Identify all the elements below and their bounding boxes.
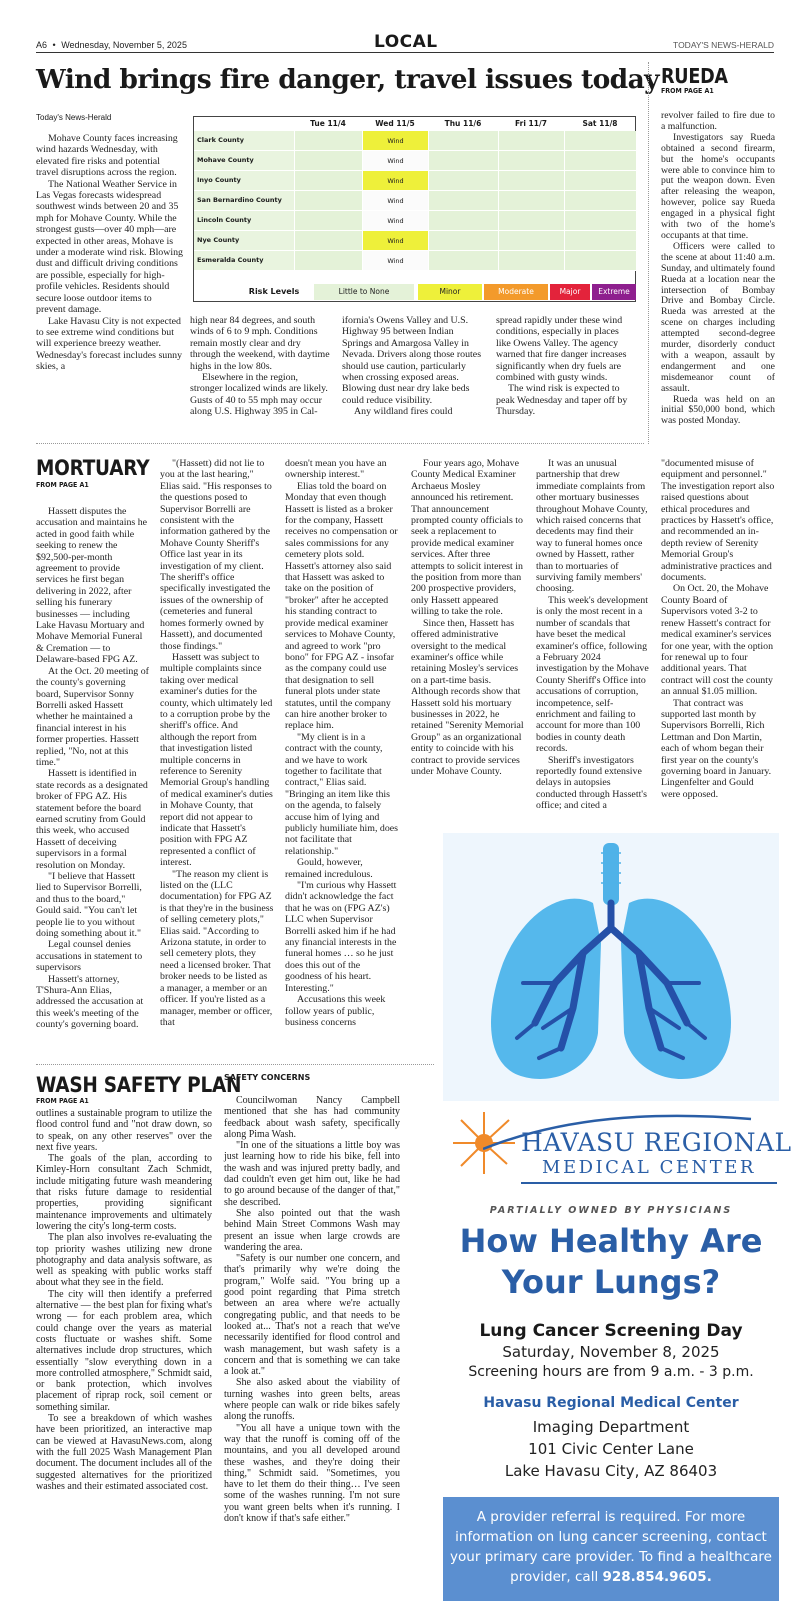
paragraph: She also asked about the viability of turning washes into green belts, areas where people can walk or ride bikes safely along the runoffs.: [224, 1377, 400, 1423]
wind-byline: Today's News-Herald: [36, 113, 112, 122]
paragraph: outlines a sustainable program to utilize the flood control fund and "not draw down, so to speak, on any other reserves" over the next five years.: [36, 1108, 212, 1153]
paragraph: "documented misuse of equipment and personnel." The investigation report also raised questions about ethical procedures and practices by Hassett's office, and recommended an in-depth review of Serenity Memorial Group's administrative practices and documents.: [661, 458, 775, 584]
lungs-icon: [443, 833, 779, 1101]
ad-headline-1: How Healthy Are: [459, 1222, 763, 1260]
paragraph: "In one of the situations a little boy was just learning how to ride his bike, fell into the wash and was injured pretty badly, and dad couldn't even get him out, like he had to go around because of the danger of that," she described.: [224, 1140, 400, 1208]
wash-col-2: [224, 1095, 400, 1524]
county-label: Mohave County: [194, 151, 294, 171]
paragraph: Elsewhere in the region, stronger localized winds are likely. Gusts of 40 to 55 mph may occur along U.S. Highway 395 in Cal-: [190, 372, 328, 418]
ad-footer: [443, 1497, 779, 1601]
paragraph: "My client is in a contract with the county, and we have to work together to facilitate that contract," Elias said. "Bringing an item like this on the agenda, to falsely accuse him of lying and publicly humiliate him, does not facilitate that relationship.": [285, 731, 398, 857]
risk-cell: [428, 131, 498, 151]
folio-rule: [36, 52, 774, 53]
county-label: San Bernardino County: [194, 191, 294, 211]
risk-cell: [294, 131, 362, 151]
risk-cell: [428, 211, 498, 231]
day-header: Fri 11/7: [515, 119, 547, 128]
mortuary-col-6: [661, 458, 775, 800]
legend-title: Risk Levels: [248, 287, 300, 296]
ad-org: Havasu Regional Medical Center: [483, 1395, 739, 1411]
risk-cell: [498, 211, 564, 231]
risk-cell: Wind: [362, 171, 428, 191]
wind-risk-table: [193, 116, 636, 302]
county-label: Inyo County: [194, 171, 294, 191]
paragraph: spread rapidly under these wind conditions, especially in places like Owens Valley. The agency warned that fire danger increases significantly when dry fuels are combined with gusty winds.: [496, 315, 627, 384]
day-header: Sat 11/8: [582, 119, 618, 128]
risk-cell: [294, 211, 362, 231]
paragraph: "I believe that Hassett lied to Supervisor Borrelli, and thus to the board," Gould said. "You can't let people lie to you without doing something about it.": [36, 871, 142, 940]
day-header: Thu 11/6: [444, 119, 482, 128]
folio-left: [36, 40, 187, 50]
divider: [36, 443, 644, 444]
logo-line-1: HAVASU REGIONAL: [521, 1128, 792, 1157]
wash-col-1: [36, 1108, 212, 1492]
paragraph: The wind risk is expected to peak Wednesday and taper off by Thursday.: [496, 383, 628, 418]
paragraph: Hassett disputes the accusation and maintains he acted in good faith while seeking to renew the $92,500-per-month agreement to provide services he first began delivering in 2022, after selling his funerary businesses — including Lake Havasu Mortuary and Mohave Memorial Funeral & Cremation — to Delaware-based FPG AZ.: [36, 506, 148, 666]
paragraph: Accusations this week follow years of public, business concerns: [285, 994, 386, 1028]
risk-cell: [294, 251, 362, 271]
risk-cell: [564, 171, 636, 191]
wind-col-1: [36, 133, 183, 373]
paragraph: Legal counsel denies accusations in statement to supervisors: [36, 939, 143, 974]
mortuary-col-3: [285, 458, 399, 1028]
rueda-head: RUEDA: [661, 64, 728, 88]
paper-name: TODAY'S NEWS-HERALD: [673, 40, 774, 50]
paragraph: doesn't mean you have an ownership interest.": [285, 458, 387, 481]
risk-cell: [564, 251, 636, 271]
paragraph: Investigators say Rueda obtained a second firearm, but the home's occupants were able to convince him to put the weapon down. Even after releasing the weapon, however, police say Rueda engaged in a physical fight with two of the home's occupants at that time.: [661, 131, 775, 241]
ad-event: Lung Cancer Screening Day: [479, 1321, 743, 1341]
wind-col-3: [342, 315, 486, 418]
column-divider: [648, 62, 649, 444]
paragraph: At the Oct. 20 meeting of the county's governing board, Supervisor Sonny Borrelli asked Hassett whether he maintained a financial interest in his former properties. Hassett replied, "No, not at this time.": [36, 665, 149, 768]
wind-col-2: [190, 315, 332, 418]
folio-bullet: •: [52, 40, 56, 50]
paragraph: Hassett's attorney, T'Shura-Ann Elias, addressed the accusation at this week's meeting of the county's governing board.: [36, 973, 144, 1031]
risk-cell: [428, 171, 498, 191]
county-label: Nye County: [194, 231, 294, 251]
paragraph: The National Weather Service in Las Vegas forecasts widespread southwest winds between 20 and 35 mph for Mohave County. While the strongest gusts—over 40 mph—are expected in other areas, Mohave is under a moderate wind risk. Blowing dust and difficult driving conditions are possible, especially for high-profile vehicles. Residents should secure loose outdoor items to prevent damage.: [36, 178, 183, 316]
mortuary-from: FROM PAGE A1: [36, 481, 89, 489]
paragraph: Any wildland fires could: [354, 406, 453, 418]
risk-cell: [564, 191, 636, 211]
paragraph: The goals of the plan, according to Kimley-Horn consultant Zach Schmidt, include mitigating future wash meandering that risks future damage to residential properties, providing significant maintenance improvements and ultimately lowering the city's long-term costs.: [36, 1153, 212, 1232]
paragraph: "The reason my client is listed on the (LLC documentation) for FPG AZ is that they're in the business of selling cemetery plots," Elias said. "According to Arizona statute, in order to sell cemetery plots, they need a licensed broker. That broker needs to be listed as a manager, a member or an officer. If you're listed as a manager, member or officer, that: [160, 868, 274, 1028]
risk-cell: Wind: [362, 251, 428, 271]
risk-cell: [498, 231, 564, 251]
ad-headline-2: Your Lungs?: [501, 1263, 721, 1301]
risk-cell: Wind: [362, 211, 428, 231]
risk-cell: [294, 191, 362, 211]
paragraph: Mohave County faces increasing wind hazards Wednesday, with elevated fire risks and potential travel disruptions across the region.: [36, 133, 178, 179]
paragraph: ifornia's Owens Valley and U.S. Highway 95 between Indian Springs and Amargosa Valley in Nevada. Drivers along those routes should use caution, particularly when crossing exposed areas. Blowing dust near dry lake beds could reduce visibility.: [342, 315, 482, 406]
wash-head: WASH SAFETY PLAN: [36, 1073, 242, 1097]
day-header: Wed 11/5: [375, 119, 415, 128]
county-label: Lincoln County: [194, 211, 294, 231]
paragraph: "I'm curious why Hassett didn't acknowledge the fact that he was on (FPG AZ's) LLC when Supervisor Borrelli asked him if he had any financial interests in the funeral homes … so he just does this out of the goodness of his heart. Interesting.": [285, 880, 397, 994]
legend-swatch: Extreme: [592, 284, 636, 300]
divider: [36, 1064, 434, 1065]
paragraph: To see a breakdown of which washes have been prioritized, an interactive map can be viewed at HavasuNews.com, along with the full 2025 Wash Management Plan document. The document includes all of the suggested alternatives for the prioritized washes and their estimated associated cost.: [36, 1413, 212, 1492]
paragraph: "(Hassett) did not lie to you at the last hearing," Elias said. "His responses to the questions posed to Supervisor Borrelli are consistent with the information gathered by the Mohave County Sheriff's Office last year in its investigation of my client. The sheriff's office specifically investigated the issues of the ownership of (cemeteries and funeral homes formerly owned by Hassett), and documented those findings.": [160, 458, 272, 652]
mortuary-col-2: [160, 458, 274, 1028]
paragraph: Sheriff's investigators reportedly found extensive delays in autopsies conducted through Hassett's office; and cited a: [536, 754, 647, 812]
risk-cell: [428, 231, 498, 251]
paragraph: "You all have a unique town with the way that the runoff is coming off of the mountains, and you all developed around these washes, and they're doing their thing," Schmidt said. "Sometimes, you have to let them do their thing… I've seen some of the washes running. I'm not sure you want green belts when it's running. I don't know if that's safe either.": [224, 1422, 400, 1524]
ad-phone[interactable]: 928.854.9605.: [602, 1569, 712, 1585]
ad-city: Lake Havasu City, AZ 86403: [504, 1462, 718, 1480]
paragraph: The city will then identify a preferred alternative — the best plan for fixing what's wrong — for each problem area, which could change over the years as material costs fluctuate or washes shift. Some alternatives include drop structures, which essentially "slow everything down in a more controlled atmosphere," Schmidt said, or bank protection, which involves placement of riprap rock, soil cement or something similar.: [36, 1288, 212, 1413]
paragraph: Councilwoman Nancy Campbell mentioned that she has had community feedback about wash safety, specifically along Pima Wash.: [224, 1095, 400, 1140]
risk-cell: [498, 151, 564, 171]
ad-date: Saturday, November 8, 2025: [502, 1343, 720, 1361]
page-number: A6: [36, 40, 48, 50]
county-label: Clark County: [194, 131, 294, 151]
risk-cell: [564, 231, 636, 251]
paragraph: Hassett is identified in state records as a designated broker of FPG AZ. His statement before the board earned scrutiny from Gould this week, who accused Hassett of deceiving supervisors in a formal resolution on Monday.: [36, 768, 148, 871]
paragraph: That contract was supported last month by Supervisors Borrelli, Rich Lettman and Don Martin, each of whom began their first year on the county's governing board in January. Lingenfelter and Gould were opposed.: [661, 697, 772, 800]
mortuary-col-1: [36, 506, 150, 1031]
paragraph: Officers were called to the scene at about 11:40 a.m. Sunday, and ultimately found Rueda at a location near the intersection of Bombay Drive and Bombay Circle. Rueda was arrested at the scene on charges including attempted second-degree murder, disorderly conduct with a weapon, assault by endangerment and one misdemeanor count of assault.: [661, 240, 775, 394]
issue-date: Wednesday, November 5, 2025: [61, 40, 187, 50]
county-label: Esmeralda County: [194, 251, 294, 271]
paragraph: Hassett was subject to multiple complaints since taking over medical examiner's duties for the county, which ultimately led to a corruption probe by the sheriff's office. And although the report from that investigation listed multiple concerns in reference to Serenity Memorial Group's handling of medical examiner's duties in Mohave County, that report did not appear to indicate that Hassett's position with FPG AZ represented a conflict of interest.: [160, 651, 273, 869]
risk-cell: [498, 191, 564, 211]
wind-col-4: [496, 315, 636, 418]
logo-line-2: MEDICAL CENTER: [542, 1157, 756, 1178]
risk-cell: [294, 171, 362, 191]
risk-cell: Wind: [362, 151, 428, 171]
risk-cell: Wind: [362, 231, 428, 251]
ad-hours: Screening hours are from 9 a.m. - 3 p.m.: [468, 1364, 754, 1380]
paragraph: The plan also involves re-evaluating the top priority washes utilizing new drone photography and data analysis software, as well as speaking with public works staff about what they see in the field.: [36, 1232, 212, 1289]
day-header: Tue 11/4: [310, 119, 346, 128]
risk-cell: [498, 251, 564, 271]
risk-cell: [498, 171, 564, 191]
legend-swatch: Little to None: [314, 284, 414, 300]
risk-cell: [428, 191, 498, 211]
wind-headline: Wind brings fire danger, travel issues today: [36, 64, 659, 95]
paragraph: It was an unusual partnership that drew immediate complaints from other mortuary businesses throughout Mohave County, which raised concerns that decedents may find their way to funeral homes once owned by Hassett, rather than to mortuaries of surviving family members' choosing.: [536, 458, 648, 595]
risk-cell: [564, 211, 636, 231]
paragraph: Four years ago, Mohave County Medical Examiner Archaeus Mosley announced his retirement. That announcement prompted county officials to seek a replacement to provide medical examiner services. After three attempts to solicit interest in the position from more than 200 prospective providers, only Hassett appeared willing to take the role.: [411, 458, 523, 618]
paragraph: This week's development is only the most recent in a number of scandals that have beset the medical examiner's office, following a February 2024 investigation by the Mohave County Sheriff's Office into accusations of corruption, incompetence, self-enrichment and failing to account for more than 100 bodies in county death records.: [536, 594, 649, 755]
ad-dept: Imaging Department: [532, 1418, 690, 1436]
risk-cell: [564, 151, 636, 171]
ad-tagline: PARTIALLY OWNED BY PHYSICIANS: [489, 1205, 733, 1216]
risk-cell: [428, 151, 498, 171]
section-name: LOCAL: [374, 32, 438, 52]
ad-footer-text: A provider referral is required. For more information on lung cancer screening, contact your primary care provider. To find a healthcare provider, call: [450, 1509, 772, 1585]
paragraph: Gould, however, remained incredulous.: [285, 857, 373, 880]
ad-street: 101 Civic Center Lane: [528, 1440, 694, 1458]
paragraph: On Oct. 20, the Mohave County Board of Supervisors voted 3-2 to renew Hassett's contract for medical examiner's services for one year, with the option for renewal up to four additional years. That contract will cost the county an annual $1.05 million.: [661, 583, 774, 698]
paragraph: Since then, Hassett has offered administrative oversight to the medical examiner's office while retaining Mosley's services on a part-time basis. Although records show that Hassett sold his mortuary businesses in 2022, he retained "Serenity Memorial Group" as an organizational entity to coincide with his contract to provide services under Mohave County.: [411, 617, 524, 777]
paragraph: revolver failed to fire due to a malfunction.: [661, 110, 775, 132]
risk-cell: [294, 151, 362, 171]
paragraph: Rueda was held on an initial $50,000 bond, which was posted Monday.: [661, 393, 775, 427]
mortuary-col-5: [536, 458, 650, 812]
legend-swatch: Minor: [418, 284, 482, 300]
risk-cell: Wind: [362, 191, 428, 211]
paragraph: Lake Havasu City is not expected to see extreme wind conditions but will experience breezy weather. Wednesday's forecast includes sunny skies, a: [36, 315, 183, 373]
paragraph: She also pointed out that the wash behind Main Street Commons Wash may present an issue when large crowds are wandering the area.: [224, 1207, 400, 1253]
paragraph: high near 84 degrees, and south winds of 6 to 9 mph. Conditions remain mostly clear and dry through the weekend, with daytime highs in the low 80s.: [190, 315, 330, 372]
risk-cell: [564, 131, 636, 151]
paragraph: "Safety is our number one concern, and that's primarily why we're doing the program," Wolfe said. "You bring up a good point regarding that Pima stretch between an area where we're actually congregating public, and that needs to be looked at... That's not a reach that we've necessarily identified for flood control and wash management, but wash safety is a concern and that is something we can take a look at.": [224, 1253, 400, 1378]
legend-swatch: Major: [550, 284, 590, 300]
wash-from: FROM PAGE A1: [36, 1097, 89, 1105]
risk-cell: Wind: [362, 131, 428, 151]
mortuary-head: MORTUARY: [36, 456, 150, 480]
risk-cell: [428, 251, 498, 271]
risk-cell: [294, 231, 362, 251]
legend-swatch: Moderate: [484, 284, 548, 300]
advertisement[interactable]: [443, 833, 792, 1601]
rueda-body: [661, 111, 775, 427]
risk-cell: [498, 131, 564, 151]
mortuary-col-4: [411, 458, 525, 777]
paragraph: Elias told the board on Monday that even though Hassett is listed as a broker for the company, Hassett receives no compensation or sales commissions for any cemetery plots sold. Hassett's attorney also said that Hassett was asked to take on the position of "broker" after he accepted his standing contract to provide medical examiner services to Mohave County, and agreed to work "pro bono" for FPG AZ - insofar as the company could use that designation to sell funeral plots under state statutes, until the company can hire another broker to replace him.: [285, 480, 398, 732]
wash-subhead: SAFETY CONCERNS: [224, 1073, 311, 1082]
rueda-from: FROM PAGE A1: [661, 87, 714, 95]
logo-rule: [521, 1182, 777, 1184]
